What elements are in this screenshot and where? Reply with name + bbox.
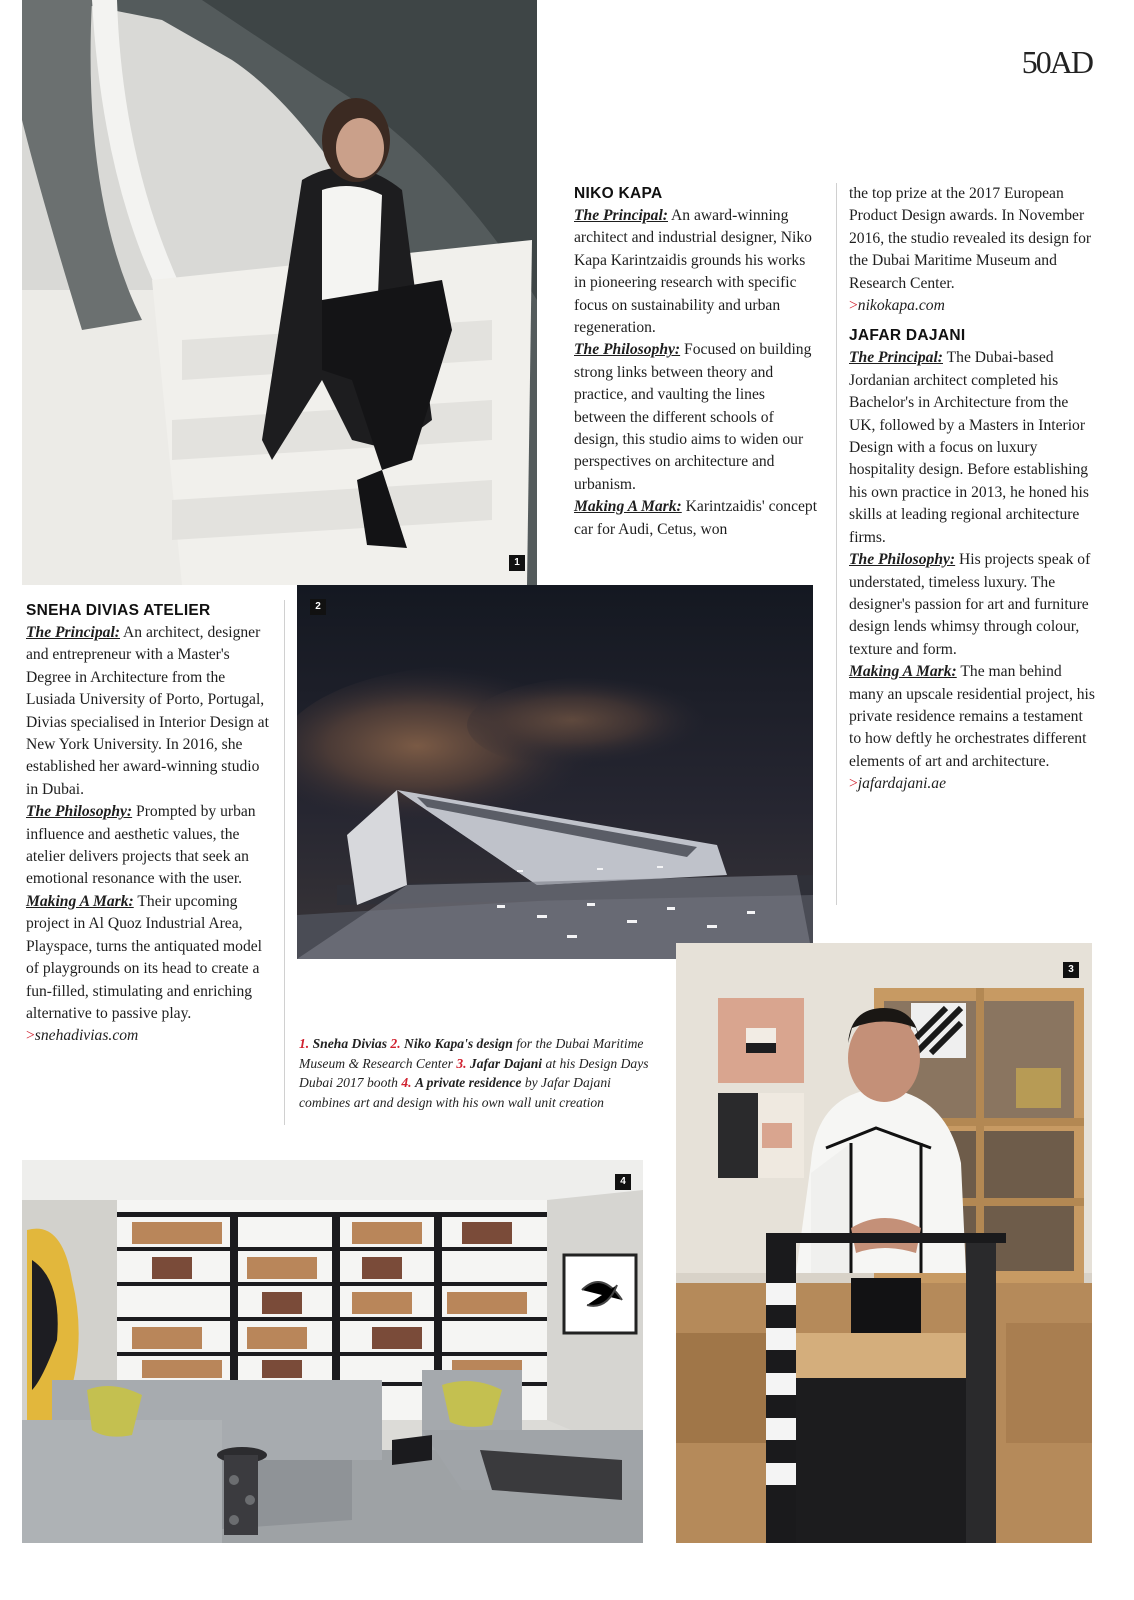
jafar-website-line xyxy=(849,773,1097,795)
niko-mark xyxy=(574,496,820,541)
photo-2-badge: 2 xyxy=(310,599,326,615)
sneha-heading: SNEHA DIVIAS ATELIER xyxy=(26,602,211,619)
niko-mark-text: Karintzaidis' concept car for Audi, Cetus, won xyxy=(574,498,818,538)
sneha-website-line xyxy=(26,1025,271,1047)
caption-text-2b: for the Dubai Maritime Museum & Research Center xyxy=(299,1036,644,1071)
sneha-philosophy xyxy=(26,801,271,891)
magazine-brand: AD xyxy=(1049,44,1092,80)
sneha-principal xyxy=(26,622,271,801)
caption-num-1: 1. xyxy=(299,1036,310,1051)
photo-1-badge: 1 xyxy=(509,555,525,571)
page-number-value: 50 xyxy=(1021,44,1050,80)
photo-caption xyxy=(299,1034,651,1112)
niko-principal xyxy=(574,205,820,339)
sneha-website-link[interactable]: snehadivias.com xyxy=(34,1027,139,1045)
niko-arrow-icon: > xyxy=(849,297,858,315)
jafar-principal-label: The Principal: xyxy=(849,349,943,367)
photo-3-badge: 3 xyxy=(1063,962,1079,978)
sneha-arrow-icon: > xyxy=(26,1027,35,1045)
photo-4-badge: 4 xyxy=(615,1174,631,1190)
sneha-principal-text: An architect, designer and entrepreneur with a Master's Degree in Architecture from the Lusiada University of Porto, Portugal, Divias specialised in Interior Design at New York University. In 2016, she established her award-winning studio in Dubai. xyxy=(26,624,269,798)
sneha-mark-label: Making A Mark: xyxy=(26,892,134,910)
jafar-philosophy-text: His projects speak of understated, timeless luxury. The designer's passion for art and furniture design lends whimsy through colour, texture and form. xyxy=(849,551,1091,658)
niko-principal-text: An award-winning architect and industrial designer, Niko Kapa Karintzaidis grounds his works in pioneering research with specific focus on sustainability and urban regeneration. xyxy=(574,207,812,337)
photo-maritime-museum xyxy=(297,585,813,959)
sneha-mark-text: Their upcoming project in Al Quoz Industrial Area, Playspace, turns the antiquated model of playgrounds on its head to create a fun-filled, stimulating and enriching alternative to passive play. xyxy=(26,892,263,1022)
sneha-mark xyxy=(26,891,271,1025)
niko-mark-continued: the top prize at the 2017 European Product Design awards. In November 2016, the studio revealed its design for the Dubai Maritime Museum and Research Center. xyxy=(849,185,1092,292)
niko-website-link[interactable]: nikokapa.com xyxy=(857,297,945,315)
niko-heading: NIKO KAPA xyxy=(574,185,663,202)
caption-text-3: Jafar Dajani xyxy=(469,1055,543,1071)
jafar-principal xyxy=(849,347,1097,549)
caption-text-4: A private residence xyxy=(414,1075,522,1090)
photo-jafar-dajani xyxy=(676,943,1092,1543)
sneha-philosophy-label: The Philosophy: xyxy=(26,803,133,821)
column-divider-right xyxy=(836,183,837,905)
jafar-principal-text: The Dubai-based Jordanian architect completed his Bachelor's in Architecture from the UK, followed by a Masters in Interior Design with a focus on luxury hospitality design. Before establishing his own practice in 2013, he honed his skills at leading regional architecture firms. xyxy=(849,349,1089,546)
caption-text-2: Niko Kapa's design xyxy=(404,1036,513,1051)
niko-philosophy-text: Focused on building strong links between theory and practice, and vaulting the lines between the different schools of design, this studio aims to widen our perspectives on architecture and urbanism. xyxy=(574,341,812,493)
photo-3-image xyxy=(676,943,1092,1543)
sneha-principal-label: The Principal: xyxy=(26,624,120,641)
article-jafar-dajani xyxy=(849,183,1097,796)
jafar-website-link[interactable]: jafardajani.ae xyxy=(857,775,947,793)
article-sneha-divias xyxy=(26,600,271,1048)
caption-text-4b: by Jafar Dajani combines art and design with his own wall unit creation xyxy=(299,1075,611,1110)
photo-2-image xyxy=(297,585,813,959)
sneha-philosophy-text: Prompted by urban influence and aesthetic values, the atelier delivers projects that seek an emotional resonance with the user. xyxy=(26,803,256,888)
article-niko-kapa xyxy=(574,183,820,541)
niko-website-line xyxy=(849,295,1097,317)
photo-4-image xyxy=(22,1160,643,1543)
photo-private-residence xyxy=(22,1160,643,1543)
jafar-philosophy-label: The Philosophy: xyxy=(849,551,956,569)
jafar-heading: JAFAR DAJANI xyxy=(849,327,966,345)
caption-text-3b: at his Design Days Dubai 2017 booth xyxy=(299,1055,649,1090)
niko-philosophy xyxy=(574,339,820,496)
jafar-mark-label: Making A Mark: xyxy=(849,663,957,681)
jafar-arrow-icon: > xyxy=(849,775,858,793)
caption-text-1: Sneha Divias xyxy=(312,1036,388,1051)
jafar-philosophy xyxy=(849,549,1097,661)
caption-num-4: 4. xyxy=(401,1075,412,1090)
jafar-mark-text: The man behind many an upscale residential project, his private residence remains a testament to how deftly he orchestrates different elements of art and architecture. xyxy=(849,663,1095,770)
niko-principal-label: The Principal: xyxy=(574,207,668,224)
caption-num-2: 2. xyxy=(390,1036,401,1051)
page-number xyxy=(1022,44,1092,81)
niko-philosophy-label: The Philosophy: xyxy=(574,341,681,359)
column-divider-left xyxy=(284,600,285,1125)
niko-mark-label: Making A Mark: xyxy=(574,498,682,516)
photo-1-image xyxy=(22,0,537,585)
photo-sneha-divias xyxy=(22,0,537,585)
jafar-mark xyxy=(849,661,1097,773)
caption-num-3: 3. xyxy=(456,1055,467,1071)
